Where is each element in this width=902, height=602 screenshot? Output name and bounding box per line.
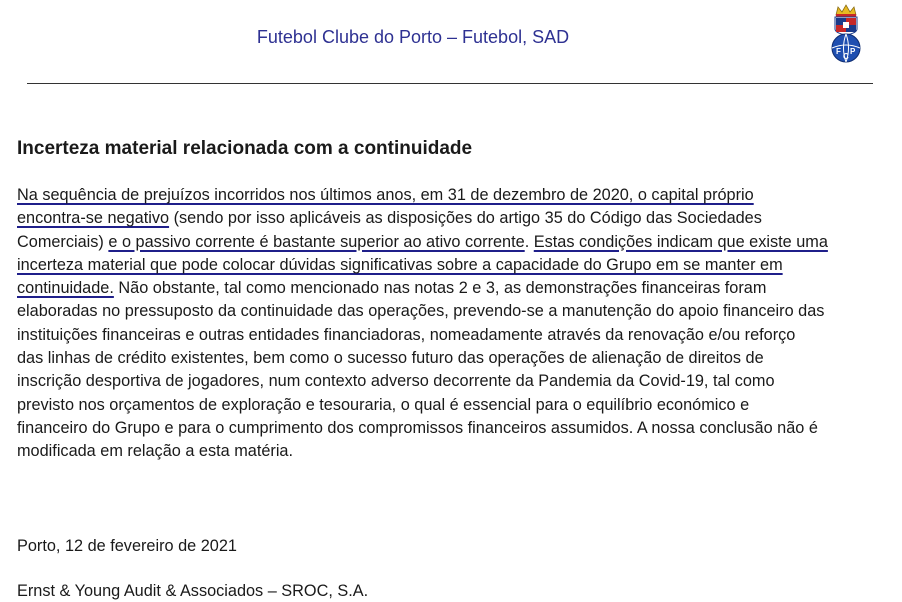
underlined-segment: continuidade.: [17, 279, 114, 298]
text-segment: instituições financeiras e outras entidades financiadoras, nomeadamente através da renovação e/ou reforço: [17, 325, 796, 344]
underlined-segment: Na sequência de prejuízos incorridos nos últimos anos, em 31 de dezembro de 2020, o capital próprio: [17, 186, 754, 204]
paragraph-line: [17, 417, 895, 440]
text-segment: modificada em relação a esta matéria.: [17, 442, 294, 461]
paragraph-line: [17, 370, 895, 393]
company-name: Futebol Clube do Porto – Futebol, SAD: [256, 27, 570, 47]
paragraph-line: [17, 254, 895, 277]
crest-letter-f: F: [836, 47, 841, 56]
paragraph-line: [17, 184, 895, 207]
paragraph-line: [17, 300, 895, 323]
paragraph-line: [17, 394, 895, 417]
underlined-segment: encontra-se negativo: [17, 209, 170, 228]
signature-date: Porto, 12 de fevereiro de 2021: [17, 537, 237, 555]
section-title: Incerteza material relacionada com a continuidade: [17, 138, 473, 159]
crest-letter-c: C: [843, 52, 849, 61]
text-segment: elaboradas no pressuposto da continuidade das operações, prevendo-se a manutenção do apoio financeiro das: [17, 302, 825, 321]
underlined-segment: e o passivo corrente é bastante superior ao ativo corrente: [108, 232, 525, 251]
text-segment: previsto nos orçamentos de exploração e tesouraria, o qual é essencial para o equilíbrio económico e: [17, 395, 750, 414]
paragraph-line: [17, 207, 895, 230]
text-segment: (sendo por isso aplicáveis as disposições do artigo 35 do Código das Sociedades: [169, 209, 762, 228]
paragraph-line: [17, 440, 895, 463]
paragraph-line: [17, 347, 895, 370]
crest-letter-p: P: [850, 47, 856, 56]
fcp-crest-icon: [821, 2, 871, 64]
paragraph-line: [17, 277, 895, 300]
underlined-segment: Estas condições indicam que existe uma: [533, 232, 828, 251]
text-segment: .: [524, 232, 534, 251]
paragraph-line: [17, 231, 895, 254]
text-segment: Não obstante, tal como mencionado nas notas 2 e 3, as demonstrações financeiras foram: [113, 279, 767, 298]
auditor-firm: Ernst & Young Audit & Associados – SROC, S.A.: [17, 582, 369, 600]
text-segment: das linhas de crédito existentes, bem como o sucesso futuro das operações de alienação de direitos de: [17, 349, 764, 368]
body-paragraph: [17, 184, 895, 464]
text-segment: inscrição desportiva de jogadores, num contexto adverso decorrente da Pandemia da Covid-19, tal como: [17, 372, 775, 391]
text-segment: Comerciais): [17, 232, 109, 251]
header-divider: [27, 83, 873, 84]
text-segment: financeiro do Grupo e para o cumprimento dos compromissos financeiros assumidos. A nossa conclusão não é: [17, 418, 818, 437]
paragraph-line: [17, 324, 895, 347]
underlined-segment: incerteza material que pode colocar dúvidas significativas sobre a capacidade do Grupo em se manter em: [17, 255, 783, 274]
